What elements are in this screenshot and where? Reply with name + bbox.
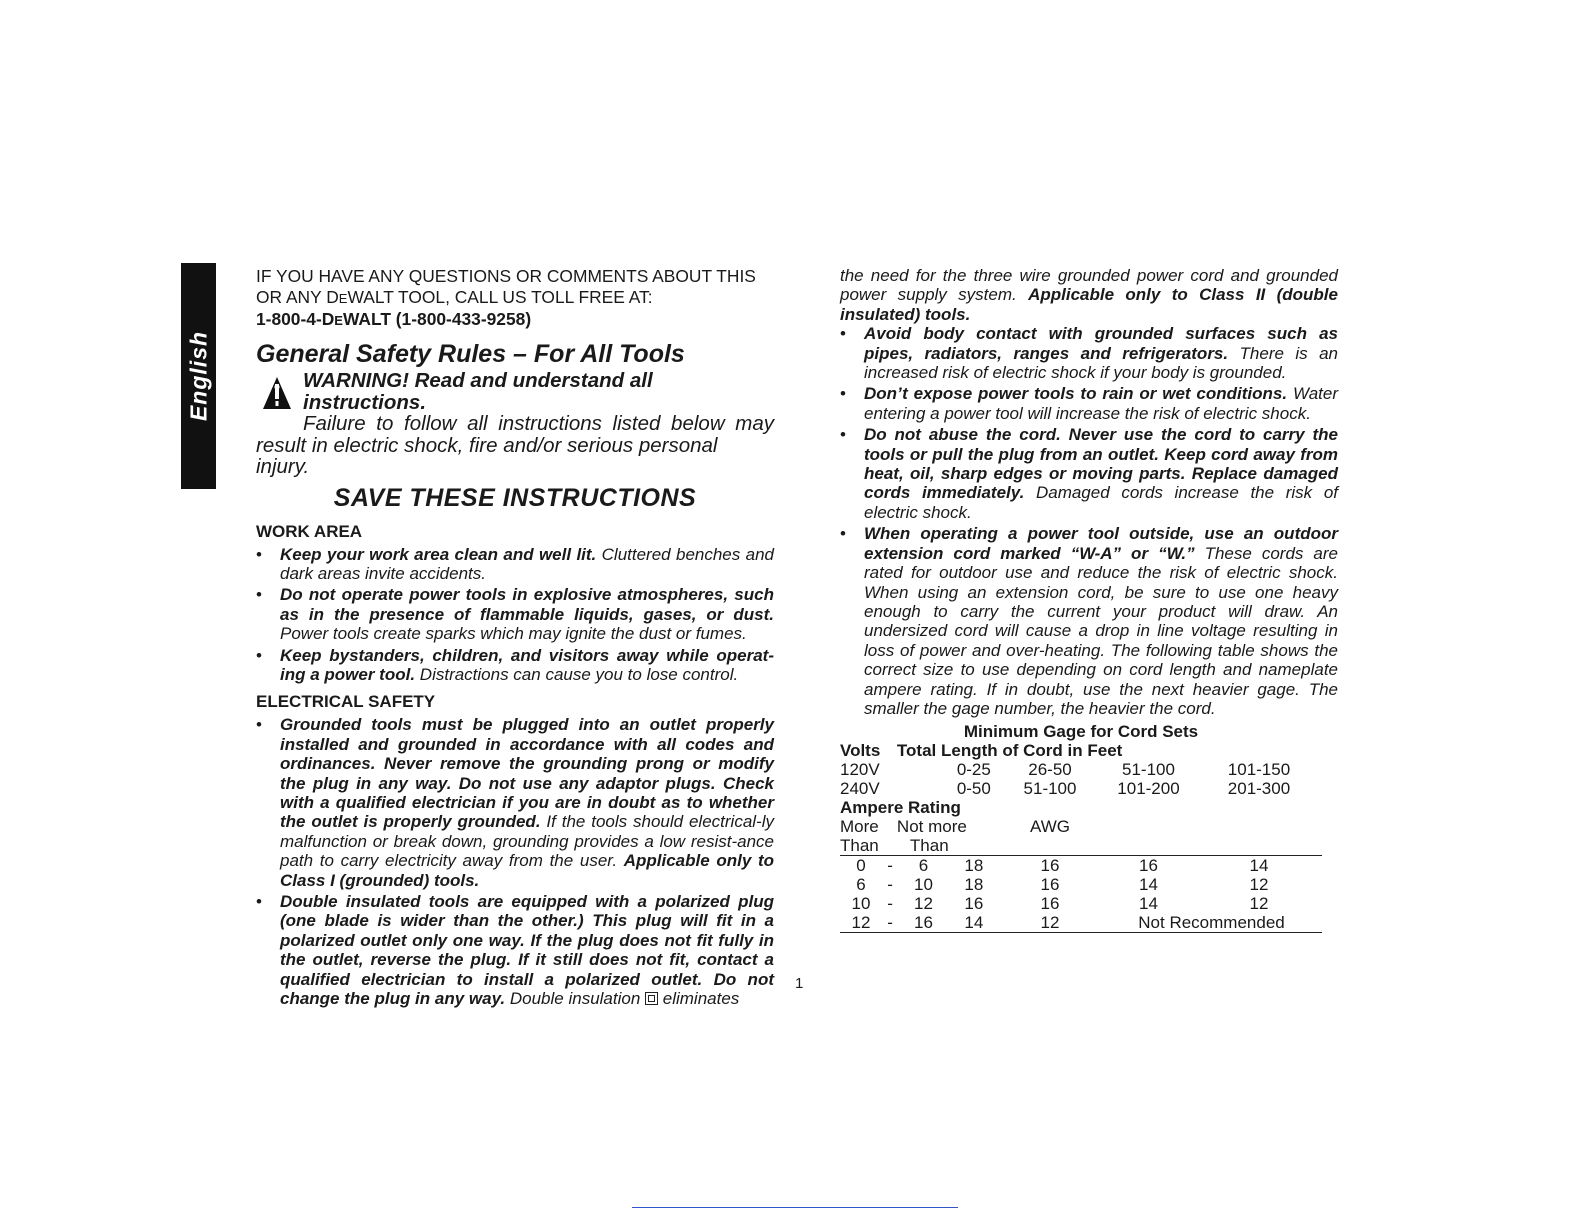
table-cell: 12 <box>840 913 882 933</box>
table-row <box>840 913 1322 933</box>
table-cell: 0-50 <box>956 779 991 799</box>
awg-label: AWG <box>1030 817 1070 837</box>
electrical-safety-list-continued <box>840 324 1338 718</box>
table-cell: - <box>887 856 893 876</box>
table-cell: 16 <box>898 913 948 933</box>
table-title: Minimum Gage for Cord Sets <box>963 722 1199 742</box>
table-row <box>840 741 1322 760</box>
table-cell: 16 <box>964 894 984 914</box>
table-cell: 10 <box>914 875 933 895</box>
ampere-label: Ampere Rating <box>840 798 961 818</box>
warning-line-3: result in electric shock, fire and/or serious personal injury. <box>256 433 718 478</box>
gage-table-wrap <box>840 722 1322 933</box>
warning-block <box>256 370 774 478</box>
save-instructions-heading: SAVE THESE INSTRUCTIONS <box>333 483 697 512</box>
table-cell: 201-300 <box>1227 779 1291 799</box>
table-row <box>840 779 1322 798</box>
table-cell: - <box>887 894 893 914</box>
warning-bold: WARNING! Read and understand all instructions. <box>303 369 653 414</box>
length-label: Total Length of Cord in Feet <box>896 741 1123 761</box>
table-cell: 120V <box>840 760 880 780</box>
list-item: • Keep your work area clean and well lit. Cluttered benches and dark areas invite accidents. <box>256 545 774 584</box>
table-cell: 18 <box>964 875 984 895</box>
double-insulation-icon <box>645 992 658 1005</box>
table-cell: 0-25 <box>956 760 991 780</box>
language-tab <box>181 263 216 489</box>
list-item: • Don’t expose power tools to rain or wet conditions. Water entering a power tool will increase the risk of electric shock. <box>840 384 1338 423</box>
table-cell: 18 <box>964 856 984 876</box>
table-cell: 10 <box>851 894 871 914</box>
table-cell: 14 <box>1139 894 1158 914</box>
table-cell: 0 <box>856 856 866 876</box>
not-recommended-cell: Not Recommended <box>1101 913 1322 933</box>
list-item: • Do not operate power tools in explosive atmospheres, such as in the presence of flammable liquids, gases, or dust. Power tools create sparks which may ignite the dust or fumes. <box>256 585 774 643</box>
contact-phone: 1-800-4-DEWALT (1-800-433-9258) <box>256 309 532 329</box>
list-item: • Keep bystanders, children, and visitors away while operat-ing a power tool. Distractions can cause you to lose control. <box>256 646 774 685</box>
list-item: • Grounded tools must be plugged into an outlet properly installed and grounded in accordance with all codes and ordinances. Never remove the grounding prong or modify the plug in any way. Do not use any adaptor plugs. Check with a qualified electrician if you are in doubt as to whether the outlet is properly grounded. If the tools should electrical-ly malfunction or break down, grounding provides a low resist-ance path to carry electricity away from the user. Applicable only to Class I (grounded) tools. <box>256 715 774 890</box>
table-row <box>840 836 1322 856</box>
table-cell: Not more <box>896 817 967 837</box>
language-tab-label: English <box>185 330 211 422</box>
table-cell: 12 <box>999 913 1101 933</box>
table-cell: - <box>882 913 898 933</box>
volts-label: Volts <box>840 741 881 761</box>
list-item: • When operating a power tool outside, use an outdoor extension cord marked “W-A” or “W.” These cords are rated for outdoor use and reduce the risk of electric shock. When using an extension cord, be sure to use one heavy enough to carry the current your product will draw. An undersized cord will cause a drop in line voltage resulting in loss of power and over-heating. The following table shows the correct size to use depending on cord length and nameplate ampere rating. If in doubt, use the next heavier gage. The smaller the gage number, the heavier the cord. <box>840 524 1338 718</box>
page-title: General Safety Rules – For All Tools <box>256 340 685 368</box>
contact-block <box>256 266 774 331</box>
table-cell: 12 <box>1249 875 1269 895</box>
page-number: 1 <box>795 975 804 992</box>
table-cell: 51-100 <box>1023 779 1077 799</box>
table-cell: 14 <box>1249 856 1269 876</box>
table-cell: 16 <box>1040 894 1060 914</box>
table-cell: 101-150 <box>1227 760 1291 780</box>
table-cell: 26-50 <box>1028 760 1072 780</box>
continuation-text: the need for the three wire grounded power cord and grounded power supply system. Applicable only to Class II (double insulated) tools. <box>840 266 1338 324</box>
table-cell: 101-200 <box>1117 779 1180 799</box>
electrical-safety-list <box>256 715 774 1008</box>
table-cell: - <box>887 875 893 895</box>
table-row <box>840 760 1322 779</box>
list-item: • Double insulated tools are equipped with a polarized plug (one blade is wider than the other.) This plug will fit in a polarized outlet only one way. If the plug does not fit fully in the outlet, reverse the plug. If it still does not fit, contact a qualified electrician to install a polarized outlet. Do not change the plug in any way. Double insulation eliminates <box>256 892 774 1008</box>
gage-table <box>840 722 1322 933</box>
left-column <box>256 266 774 1010</box>
table-cell: More <box>840 817 879 837</box>
table-row <box>840 722 1322 741</box>
contact-line-2: OR ANY DEWALT TOOL, CALL US TOLL FREE AT: <box>256 287 653 307</box>
footer-rule <box>632 1207 958 1208</box>
contact-line-1: IF YOU HAVE ANY QUESTIONS OR COMMENTS ABOUT THIS <box>256 266 756 286</box>
right-column <box>840 266 1338 933</box>
table-cell: 6 <box>918 856 929 876</box>
table-row <box>840 817 1322 836</box>
work-area-list <box>256 545 774 685</box>
table-cell: Than <box>840 836 882 856</box>
table-row <box>840 798 1322 817</box>
list-item: • Do not abuse the cord. Never use the cord to carry the tools or pull the plug from an outlet. Keep cord away from heat, oil, sharp edges or moving parts. Replace damaged cords immediately. Damaged cords increase the risk of electric shock. <box>840 425 1338 522</box>
warning-icon <box>262 376 292 410</box>
table-cell: 6 <box>856 875 866 895</box>
table-cell: 12 <box>914 894 933 914</box>
table-cell: 240V <box>840 779 880 799</box>
table-cell: 16 <box>1040 875 1060 895</box>
table-cell: 14 <box>1139 875 1158 895</box>
table-row <box>840 894 1322 913</box>
table-row <box>840 856 1322 876</box>
table-cell: 12 <box>1249 894 1269 914</box>
table-cell: 14 <box>949 913 999 933</box>
warning-line-2: Failure to follow all instructions listed below may <box>303 412 774 435</box>
list-item: • Avoid body contact with grounded surfaces such as pipes, radiators, ranges and refrigerators. There is an increased risk of electric shock if your body is grounded. <box>840 324 1338 382</box>
table-cell: 51-100 <box>1122 760 1175 780</box>
table-cell: 16 <box>1040 856 1060 876</box>
table-cell: 16 <box>1139 856 1158 876</box>
work-area-heading: WORK AREA <box>256 521 363 541</box>
table-cell: Than <box>882 836 949 856</box>
electrical-safety-heading: ELECTRICAL SAFETY <box>256 692 436 712</box>
table-row <box>840 875 1322 894</box>
